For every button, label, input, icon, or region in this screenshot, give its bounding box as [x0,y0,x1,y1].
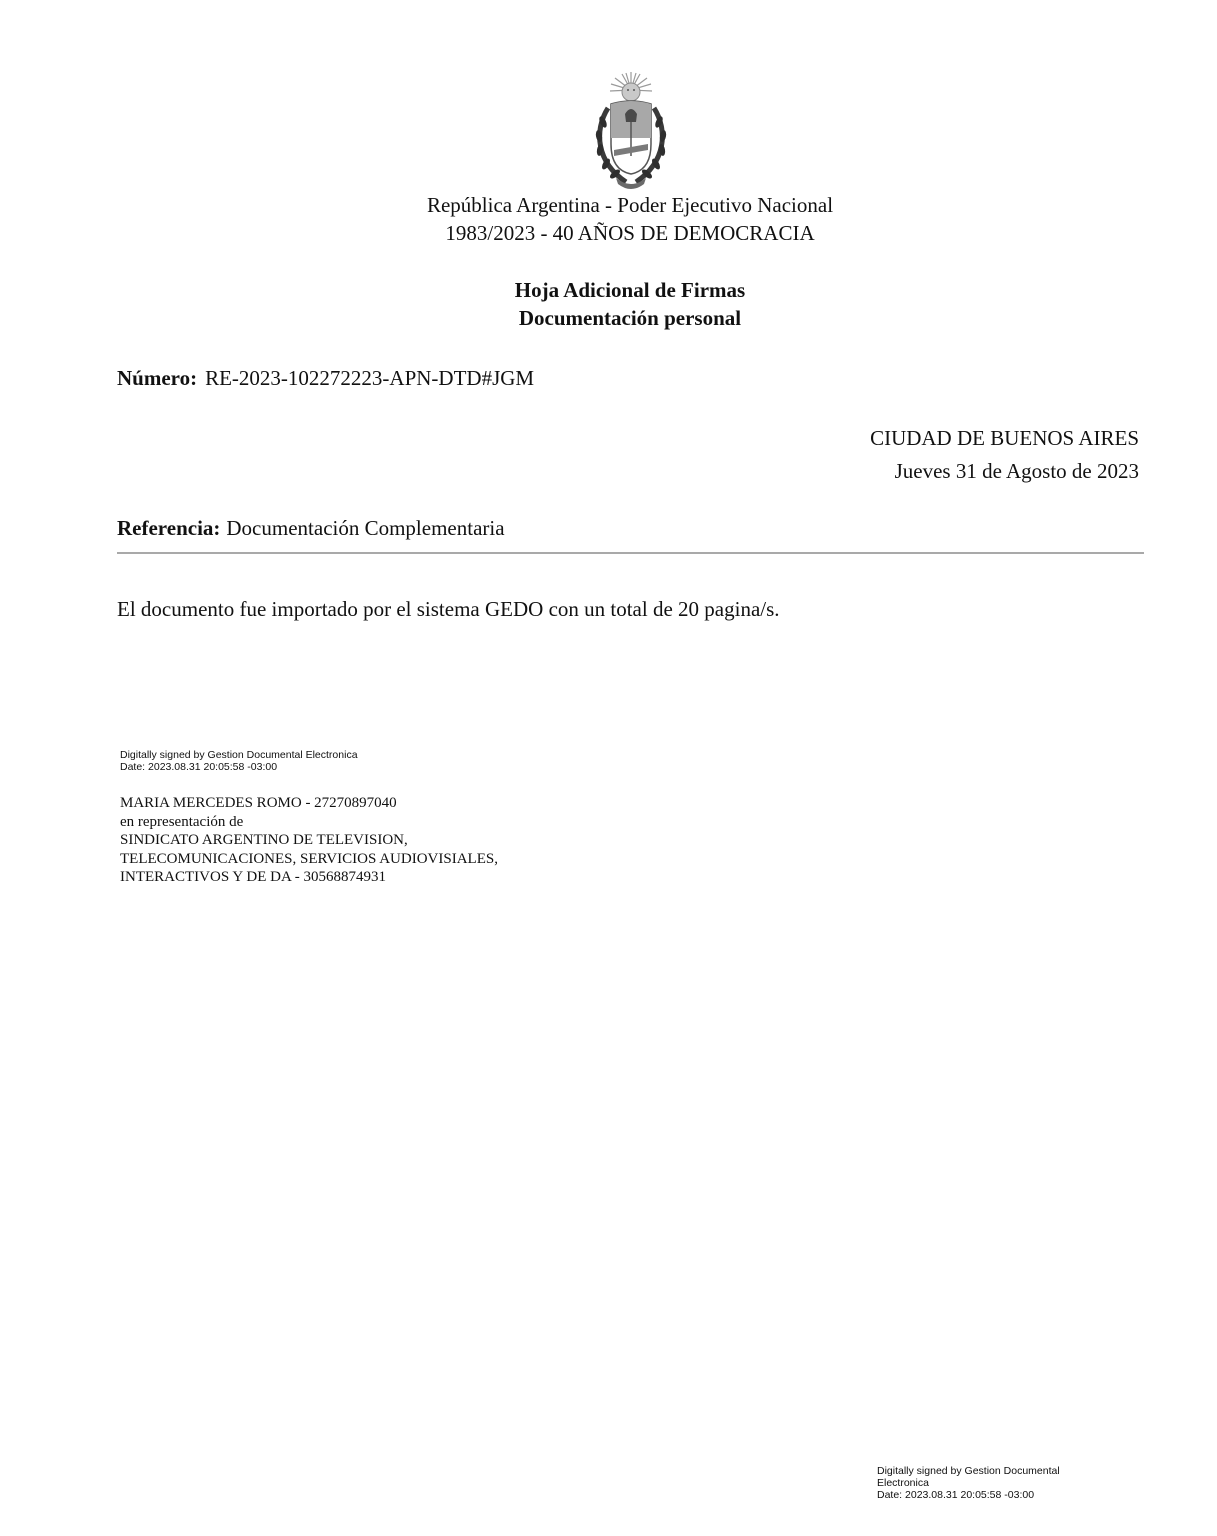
signature-stamp-1 [120,749,358,773]
document-title: Hoja Adicional de Firmas [514,278,746,302]
referencia [117,514,505,542]
signer-block [120,794,498,887]
signature-stamp-1-line-1: Digitally signed by Gestion Documental Electronica [120,749,358,761]
signer-role: en representación de [120,813,244,830]
signature-stamp-2-line-2: Electronica [877,1477,929,1489]
numero-value: RE-2023-102272223-APN-DTD#JGM [205,366,535,390]
document-number [117,364,534,392]
signature-stamp-2-line-1: Digitally signed by Gestion Documental [877,1465,1060,1477]
signer-org-line-3: INTERACTIVOS Y DE DA - 30568874931 [120,869,386,885]
city: CIUDAD DE BUENOS AIRES [870,426,1139,450]
signature-stamp-2 [877,1465,1060,1501]
document-date: Jueves 31 de Agosto de 2023 [894,459,1139,483]
signer-org-line-1: SINDICATO ARGENTINO DE TELEVISION, [120,832,408,848]
divider [117,552,1144,554]
signature-stamp-1-line-2: Date: 2023.08.31 20:05:58 -03:00 [120,761,278,773]
signer-name: MARIA MERCEDES ROMO - 27270897040 [120,795,397,811]
signature-stamp-2-line-3: Date: 2023.08.31 20:05:58 -03:00 [877,1489,1035,1501]
numero-label: Número: [117,366,198,390]
body-text: El documento fue importado por el sistema GEDO con un total de 20 pagina/s. [117,597,780,621]
referencia-label: Referencia: [117,516,221,540]
argentina-coat-of-arms-icon [586,70,676,194]
header-line-1: República Argentina - Poder Ejecutivo Nacional [426,193,834,217]
header-line-2: 1983/2023 - 40 AÑOS DE DEMOCRACIA [445,221,815,245]
document-subtitle: Documentación personal [518,306,742,330]
referencia-value: Documentación Complementaria [226,516,505,540]
signer-org-line-2: TELECOMUNICACIONES, SERVICIOS AUDIOVISIALES, [120,850,498,867]
